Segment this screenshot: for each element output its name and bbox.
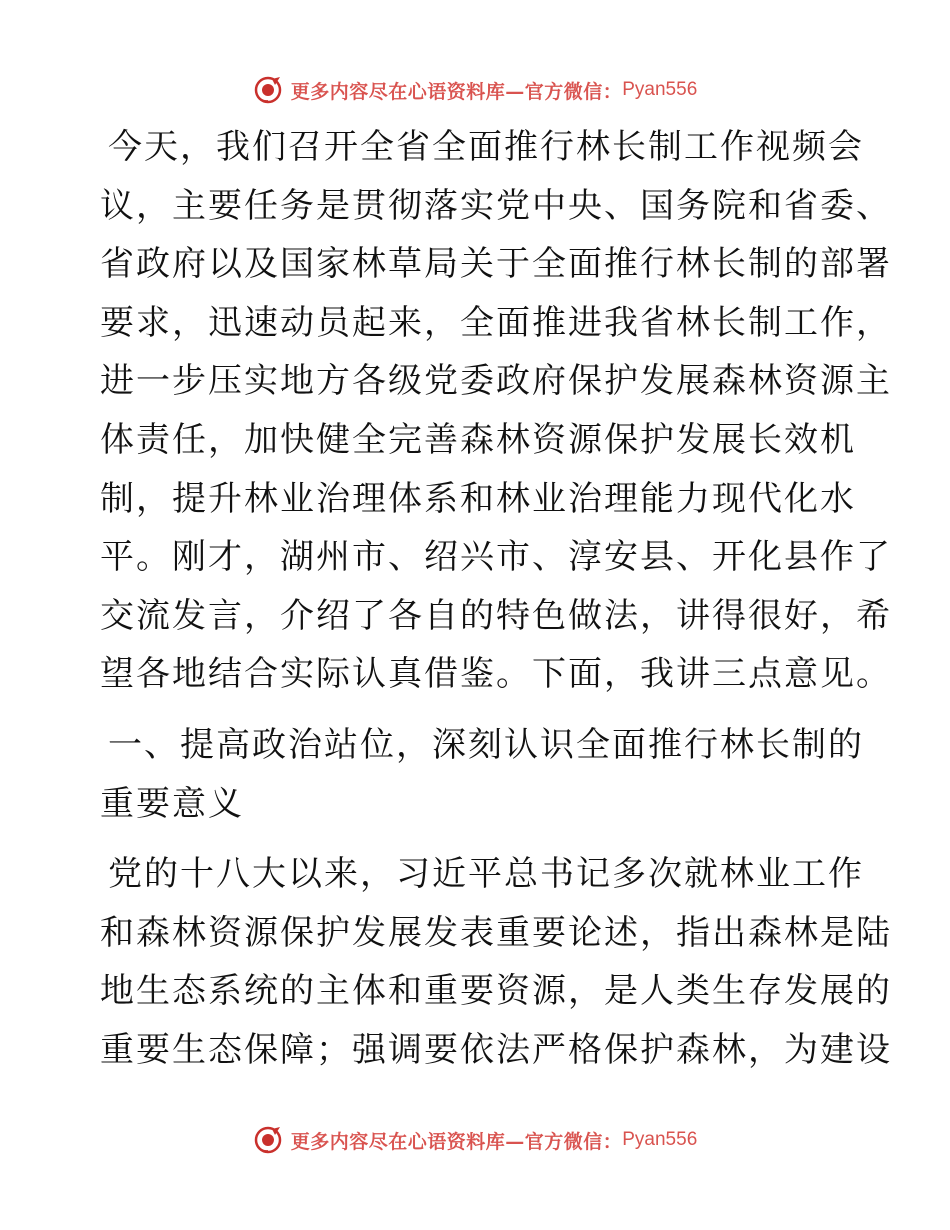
- header-watermark: [0, 70, 950, 110]
- paragraph-1-line: 平。刚才，湖州市、绍兴市、淳安县、开化县作了: [100, 537, 892, 578]
- paragraph-1-line: 省政府以及国家林草局关于全面推行林长制的部署: [100, 244, 892, 285]
- paragraph-1-line: 议，主要任务是贯彻落实党中央、国务院和省委、: [100, 185, 892, 226]
- document-body: [100, 118, 892, 1080]
- paragraph-1-line: 要求，迅速动员起来，全面推进我省林长制工作，: [100, 302, 892, 343]
- paragraph-1-line: 望各地结合实际认真借鉴。下面，我讲三点意见。: [100, 654, 892, 695]
- watermark-text: 更多内容尽在心语资料库—官方微信：: [290, 80, 623, 103]
- paragraph-2-line: 地生态系统的主体和重要资源，是人类生存发展的: [100, 971, 892, 1012]
- paragraph-1-line: 体责任，加快健全完善森林资源保护发展长效机: [100, 419, 856, 460]
- paragraph-1-line: 进一步压实地方各级党委政府保护发展森林资源主: [100, 361, 892, 402]
- section-heading-line: 一、提高政治站位，深刻认识全面推行林长制的: [108, 724, 864, 765]
- paragraph-1-line: 制，提升林业治理体系和林业治理能力现代化水: [100, 478, 856, 519]
- watermark-wechat-id: Pyan556: [622, 79, 698, 100]
- paragraph-2-line: 党的十八大以来，习近平总书记多次就林业工作: [108, 854, 864, 895]
- paragraph-1-line: 交流发言，介绍了各自的特色做法，讲得很好，希: [100, 595, 892, 636]
- paragraph-2-line: 重要生态保障；强调要依法严格保护森林，为建设: [100, 1029, 892, 1070]
- pen-logo-icon: [253, 75, 283, 105]
- paragraph-1-line: 今天，我们召开全省全面推行林长制工作视频会: [108, 127, 864, 167]
- footer-watermark: [0, 1120, 950, 1160]
- paragraph-2-line: 和森林资源保护发展发表重要论述，指出森林是陆: [100, 912, 892, 953]
- pen-logo-icon: [253, 1125, 283, 1155]
- section-heading-line: 重要意义: [100, 783, 244, 824]
- watermark-text: 更多内容尽在心语资料库—官方微信：: [290, 1130, 623, 1153]
- watermark-wechat-id: Pyan556: [622, 1129, 698, 1150]
